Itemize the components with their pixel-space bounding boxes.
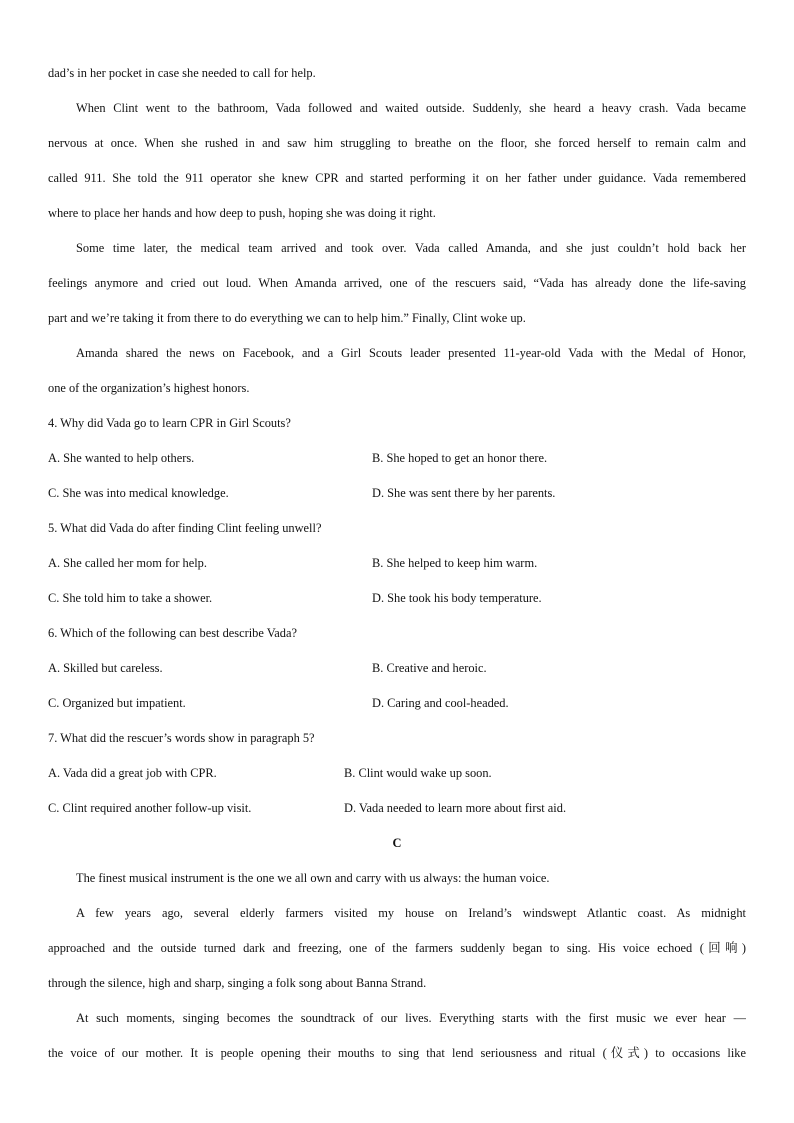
option-row	[48, 651, 746, 686]
paragraph-line: part and we’re taking it from there to do everything we can to help him.” Finally, Clint woke up.	[48, 311, 526, 325]
option-b: B. Clint would wake up soon.	[344, 766, 492, 780]
section-title: C	[392, 836, 402, 850]
option-c: C. She was into medical knowledge.	[48, 486, 229, 500]
option-row	[48, 476, 746, 511]
question-stem: 5. What did Vada do after finding Clint feeling unwell?	[48, 521, 322, 535]
option-row	[48, 441, 746, 476]
paragraph-line: where to place her hands and how deep to push, hoping she was doing it right.	[48, 206, 436, 220]
question-stem: 4. Why did Vada go to learn CPR in Girl Scouts?	[48, 416, 291, 430]
paragraph-bathroom	[48, 91, 746, 231]
option-row	[48, 756, 746, 791]
paragraph-line: A few years ago, several elderly farmers visited my house on Ireland’s windswept Atlantic coast. As midnight	[76, 906, 746, 920]
paragraph-line: one of the organization’s highest honors.	[48, 381, 250, 395]
option-b: B. Creative and heroic.	[372, 661, 487, 675]
paragraph-line: dad’s in her pocket in case she needed to call for help.	[48, 66, 316, 80]
option-d: D. She was sent there by her parents.	[372, 486, 556, 500]
option-d: D. Caring and cool-headed.	[372, 696, 509, 710]
option-row	[48, 791, 746, 826]
option-a: A. Skilled but careless.	[48, 661, 163, 675]
paragraph-line: When Clint went to the bathroom, Vada followed and waited outside. Suddenly, she heard a heavy crash. Vada became	[76, 101, 746, 115]
paragraph-line: called 911. She told the 911 operator she knew CPR and started performing it on her father under guidance. Vada remembered	[48, 171, 746, 185]
option-d: D. Vada needed to learn more about first aid.	[344, 801, 567, 815]
question-7	[48, 721, 746, 826]
option-row	[48, 581, 746, 616]
paragraph-soundtrack	[48, 1001, 746, 1071]
option-b: B. She helped to keep him warm.	[372, 556, 538, 570]
question-4	[48, 406, 746, 511]
option-a: A. She wanted to help others.	[48, 451, 195, 465]
question-stem: 7. What did the rescuer’s words show in paragraph 5?	[48, 731, 315, 745]
paragraph-rescue	[48, 231, 746, 336]
option-a: A. She called her mom for help.	[48, 556, 207, 570]
paragraph-line: through the silence, high and sharp, singing a folk song about Banna Strand.	[48, 976, 427, 990]
option-c: C. Organized but impatient.	[48, 696, 186, 710]
paragraph-line: At such moments, singing becomes the soundtrack of our lives. Everything starts with the first music we ever hear —	[76, 1011, 746, 1025]
paragraph-farmers	[48, 896, 746, 1001]
paragraph-line: Amanda shared the news on Facebook, and a Girl Scouts leader presented 11-year-old Vada with the Medal of Honor,	[76, 346, 746, 360]
option-row	[48, 686, 746, 721]
option-a: A. Vada did a great job with CPR.	[48, 766, 217, 780]
paragraph-honor	[48, 336, 746, 406]
paragraph-line: nervous at once. When she rushed in and saw him struggling to breathe on the floor, she forced herself to remain calm and	[48, 136, 746, 150]
paragraph-line: Some time later, the medical team arrived and took over. Vada called Amanda, and she just couldn’t hold back her	[76, 241, 746, 255]
paragraph-line: feelings anymore and cried out loud. When Amanda arrived, one of the rescuers said, “Vada has already done the life-saving	[48, 276, 746, 290]
paragraph-line: The finest musical instrument is the one we all own and carry with us always: the human voice.	[76, 871, 550, 885]
paragraph-intro	[48, 861, 746, 896]
question-5	[48, 511, 746, 616]
option-c: C. She told him to take a shower.	[48, 591, 213, 605]
question-6	[48, 616, 746, 721]
paragraph-line: the voice of our mother. It is people opening their mouths to sing that lend seriousness and ritual (仪式) to occasions like	[48, 1046, 746, 1060]
option-c: C. Clint required another follow-up visit.	[48, 801, 252, 815]
question-stem: 6. Which of the following can best describe Vada?	[48, 626, 297, 640]
option-d: D. She took his body temperature.	[372, 591, 542, 605]
option-b: B. She hoped to get an honor there.	[372, 451, 548, 465]
option-row	[48, 546, 746, 581]
document-page	[48, 56, 746, 1071]
paragraph-line: approached and the outside turned dark and freezing, one of the farmers suddenly began to sing. His voice echoed (回响)	[48, 941, 746, 955]
